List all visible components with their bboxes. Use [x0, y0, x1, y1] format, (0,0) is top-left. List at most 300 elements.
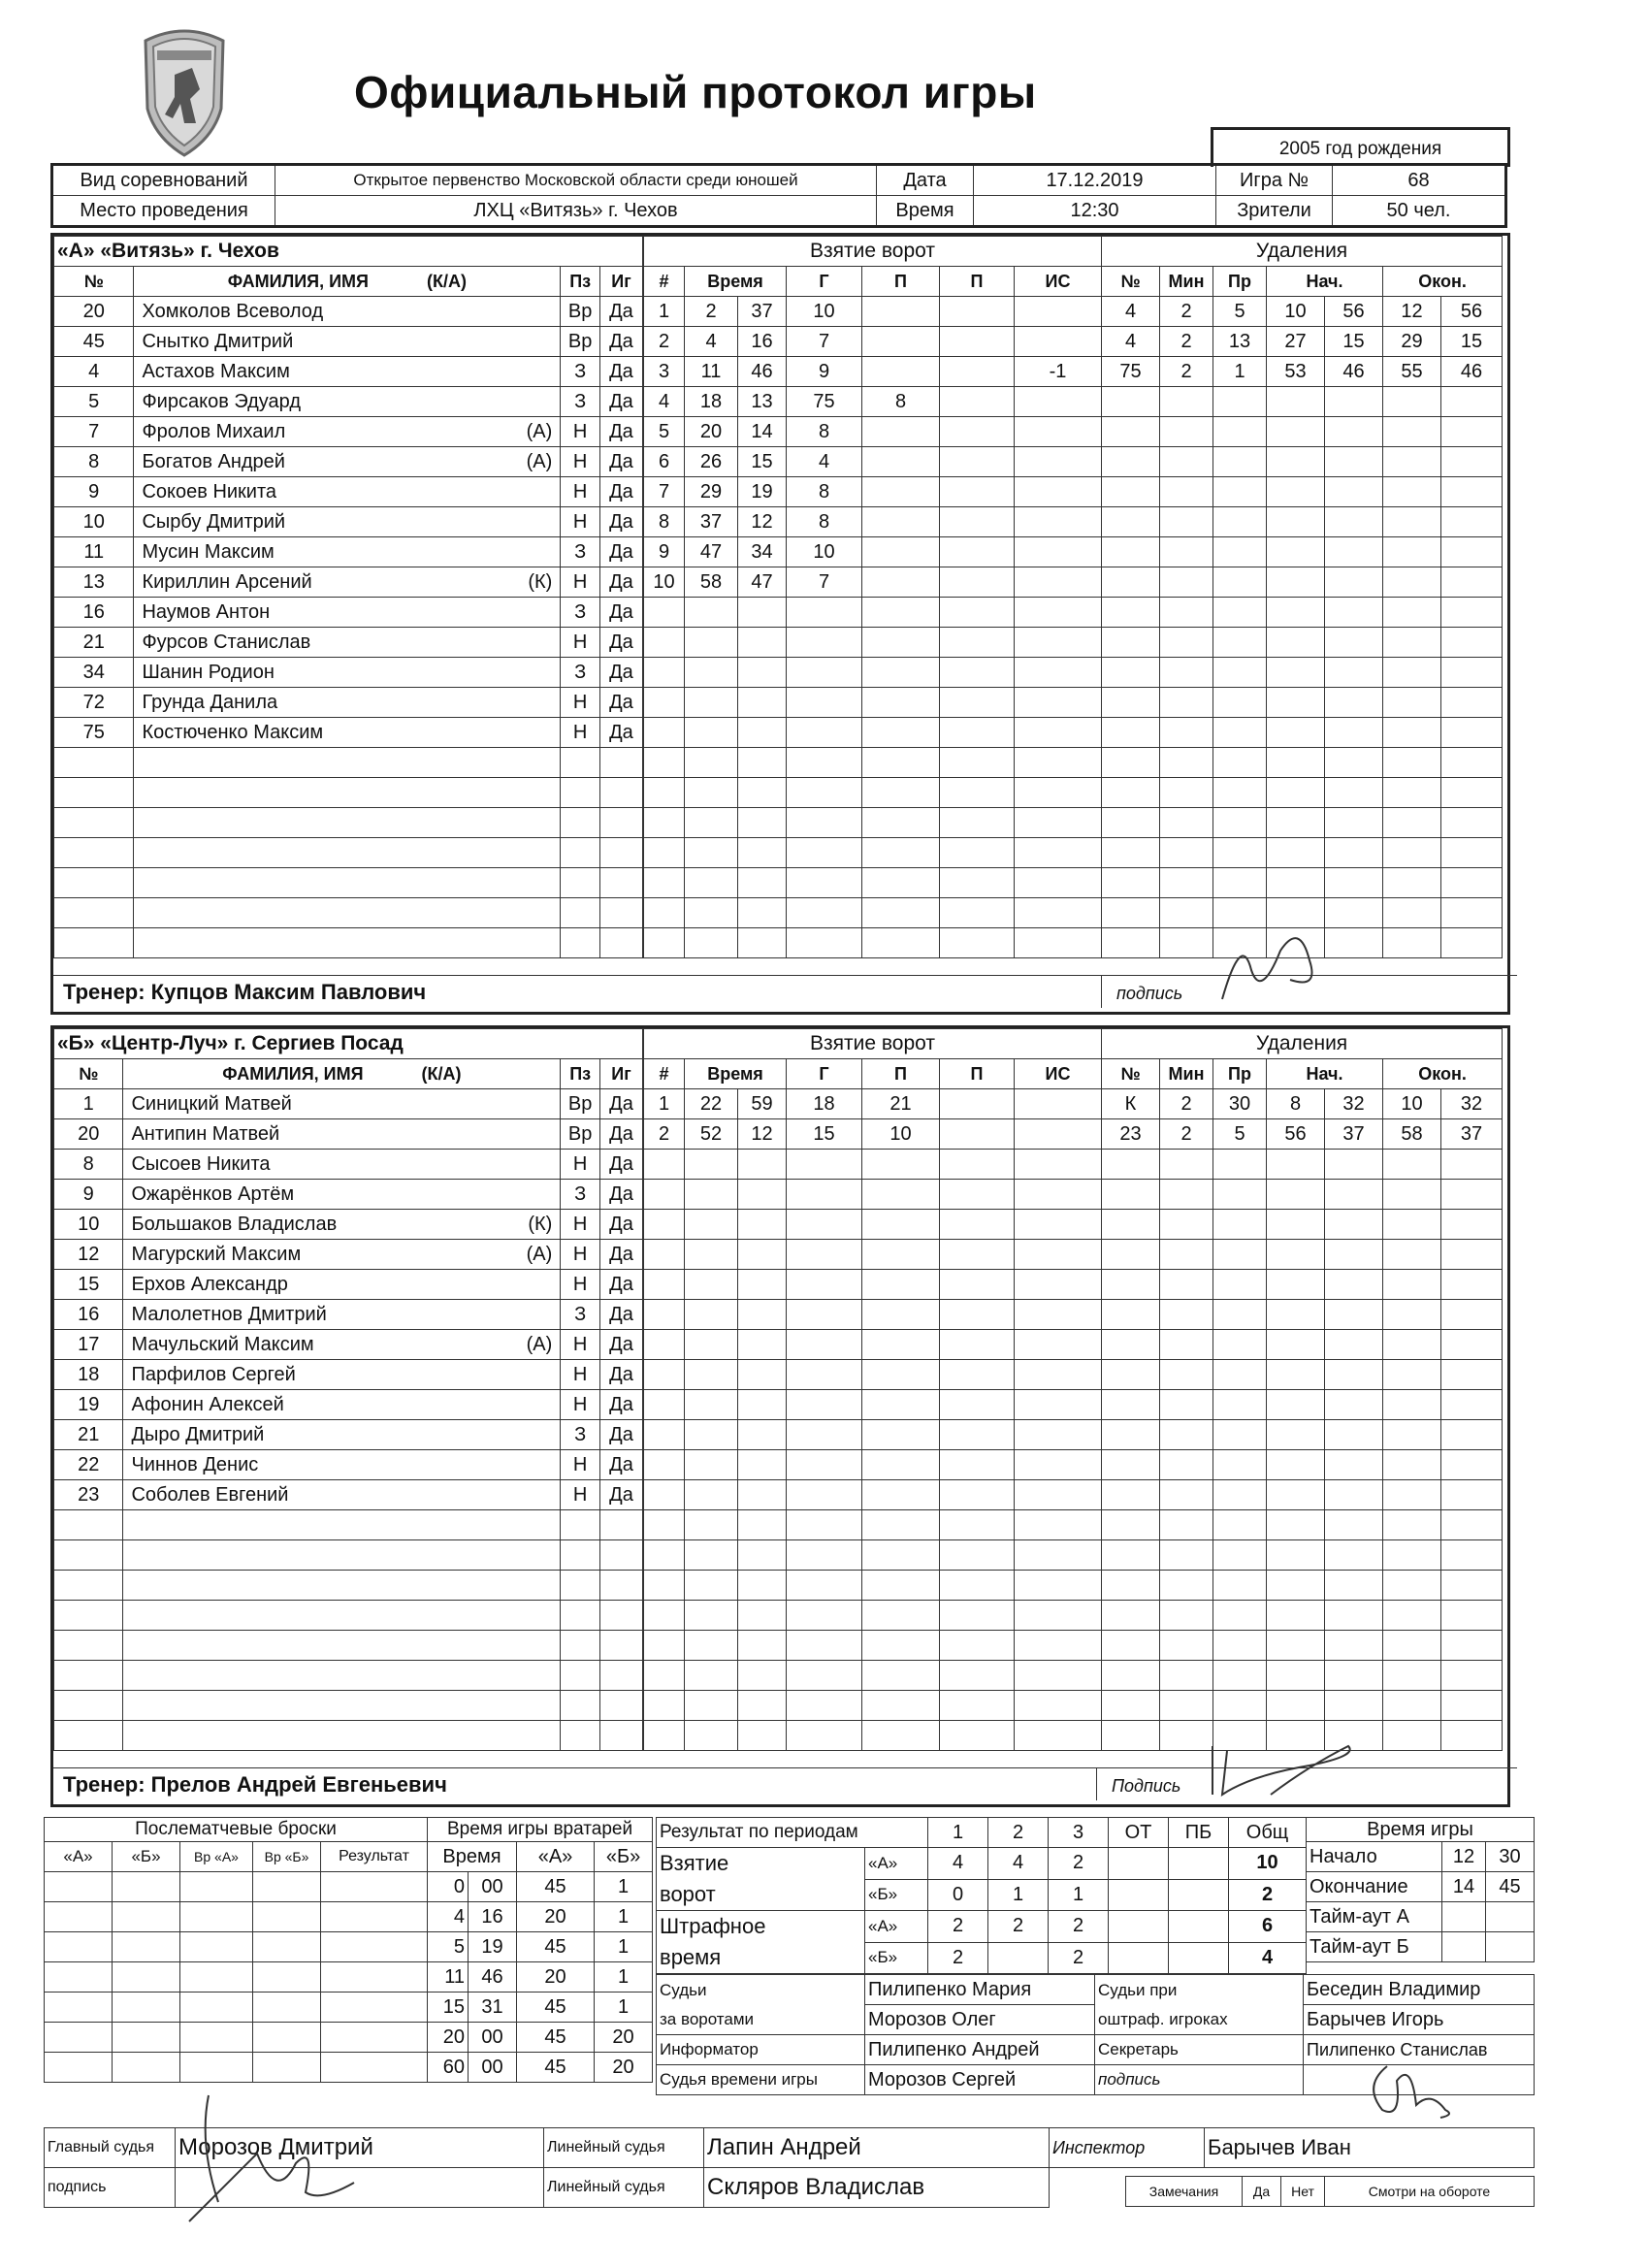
goal-scorer — [787, 1721, 862, 1751]
so-col-gk-b: Вр «Б» — [253, 1842, 321, 1872]
goal-assist-2 — [940, 1420, 1015, 1450]
pen-end-sec — [1441, 628, 1503, 658]
pen-b-ot — [1109, 1942, 1169, 1974]
shootout-cell — [321, 2023, 428, 2053]
goal-assist-1 — [862, 868, 940, 898]
goal-row — [644, 1450, 1102, 1480]
goal-assist-2 — [940, 1119, 1015, 1150]
col-pen-no: № — [1102, 1059, 1160, 1089]
goal-judges-label: Судьи за воротами — [657, 1975, 865, 2035]
pen-player — [1102, 1300, 1160, 1330]
goal-minute — [685, 1240, 738, 1270]
penalty-row — [1102, 1210, 1503, 1240]
goal-row — [644, 688, 1102, 718]
gk-minute: 60 — [428, 2053, 469, 2083]
penalty-row — [1102, 628, 1503, 658]
pen-reason — [1213, 1180, 1267, 1210]
team-a-signature-label: подпись — [1101, 975, 1517, 1008]
gk-col-time: Время — [428, 1842, 517, 1872]
pen-start-sec — [1325, 537, 1383, 567]
player-played: Да — [599, 477, 642, 507]
player-row — [54, 1721, 643, 1751]
goal-scorer: 8 — [787, 417, 862, 447]
player-position — [561, 1601, 600, 1631]
pen-start-sec — [1325, 1180, 1383, 1210]
pen-minutes — [1160, 1270, 1213, 1300]
pen-reason — [1213, 1360, 1267, 1390]
pen-reason — [1213, 1210, 1267, 1240]
player-name — [123, 1180, 561, 1210]
team-a-coach-signature — [1212, 922, 1339, 1009]
goal-minute: 29 — [685, 477, 738, 507]
player-played: Да — [599, 417, 642, 447]
pen-player — [1102, 688, 1160, 718]
team-a-roster — [53, 236, 643, 958]
goalie-time-row — [428, 1993, 653, 2023]
pen-start-min — [1267, 598, 1325, 628]
col-goal-time: Время — [685, 1059, 787, 1089]
pen-end-sec — [1441, 658, 1503, 688]
goals-b-so — [1169, 1879, 1229, 1911]
shootout-cell — [180, 2053, 253, 2083]
pen-end-sec: 46 — [1441, 357, 1503, 387]
goal-second — [738, 1631, 787, 1661]
goal-assist-2 — [940, 1360, 1015, 1390]
goal-assist-2 — [940, 1300, 1015, 1330]
goal-second: 34 — [738, 537, 787, 567]
goal-number: 5 — [644, 417, 685, 447]
informer-name: Пилипенко Андрей — [865, 2035, 1095, 2065]
periods-title: Результат по периодам — [657, 1818, 928, 1848]
goal-number — [644, 718, 685, 748]
goal-number: 9 — [644, 537, 685, 567]
goal-second — [738, 718, 787, 748]
goal-scorer — [787, 1601, 862, 1631]
pen-end-sec — [1441, 598, 1503, 628]
pen-end-sec — [1441, 928, 1503, 958]
pen-minutes: 2 — [1160, 297, 1213, 327]
pen-start-min — [1267, 808, 1325, 838]
player-name — [123, 1210, 561, 1240]
penalty-row — [1102, 1119, 1503, 1150]
player-number — [54, 1631, 123, 1661]
pen-start-min — [1267, 868, 1325, 898]
col-ig: Иг — [599, 267, 642, 297]
goal-second — [738, 658, 787, 688]
shootout-cell — [180, 1932, 253, 1962]
goalie-time-title: Время игры вратарей — [428, 1818, 653, 1842]
pen-reason: 1 — [1213, 357, 1267, 387]
goal-assist-1 — [862, 1601, 940, 1631]
player-played — [599, 1691, 642, 1721]
goal-row — [644, 1691, 1102, 1721]
player-number: 16 — [54, 1300, 123, 1330]
goal-minute: 22 — [685, 1089, 738, 1119]
goal-number — [644, 868, 685, 898]
player-number — [54, 1721, 123, 1751]
goal-row — [644, 838, 1102, 868]
pen-minutes — [1160, 1420, 1213, 1450]
gk-second: 19 — [469, 1932, 517, 1962]
end-minute: 45 — [1486, 1872, 1535, 1902]
pen-minutes — [1160, 688, 1213, 718]
gk-minute: 4 — [428, 1902, 469, 1932]
pen-a-ot — [1109, 1911, 1169, 1943]
goal-assist-1 — [862, 1150, 940, 1180]
pen-end-sec — [1441, 1210, 1503, 1240]
goal-row — [644, 297, 1102, 327]
pen-end-min — [1383, 1240, 1441, 1270]
goalie-time-row — [428, 1902, 653, 1932]
goal-scorer: 10 — [787, 297, 862, 327]
penalty-row — [1102, 417, 1503, 447]
goal-minute — [685, 868, 738, 898]
goal-minute: 37 — [685, 507, 738, 537]
pen-start-sec — [1325, 1330, 1383, 1360]
pen-reason: 30 — [1213, 1089, 1267, 1119]
pen-player — [1102, 387, 1160, 417]
col-pen-min: Мин — [1160, 267, 1213, 297]
goal-situation — [1015, 1089, 1102, 1119]
pen-start-min — [1267, 417, 1325, 447]
penalty-row — [1102, 1360, 1503, 1390]
goal-situation: -1 — [1015, 357, 1102, 387]
goal-number: 4 — [644, 387, 685, 417]
player-name — [134, 658, 561, 688]
goal-assist-1 — [862, 1210, 940, 1240]
player-name — [134, 598, 561, 628]
player-name-text: Фирсаков Эдуард — [142, 390, 301, 412]
penalty-row-label: Штрафное время — [657, 1911, 865, 1974]
goal-scorer — [787, 1390, 862, 1420]
player-number: 10 — [54, 1210, 123, 1240]
goal-scorer: 9 — [787, 357, 862, 387]
goal-minute — [685, 598, 738, 628]
goal-assist-2 — [940, 748, 1015, 778]
pen-reason — [1213, 1420, 1267, 1450]
secretary-sign-label: подпись — [1095, 2065, 1304, 2095]
player-name — [134, 567, 561, 598]
goal-minute — [685, 1180, 738, 1210]
pen-minutes: 2 — [1160, 1089, 1213, 1119]
goal-second: 14 — [738, 417, 787, 447]
player-number — [54, 898, 134, 928]
player-row — [54, 357, 643, 387]
goal-minute: 58 — [685, 567, 738, 598]
goal-row — [644, 1571, 1102, 1601]
goal-second: 12 — [738, 1119, 787, 1150]
pen-player — [1102, 628, 1160, 658]
goal-scorer — [787, 1540, 862, 1571]
goal-row — [644, 1270, 1102, 1300]
goal-minute — [685, 808, 738, 838]
team-b-signature-label: Подпись — [1096, 1767, 1517, 1800]
pen-minutes — [1160, 898, 1213, 928]
pen-start-min — [1267, 1450, 1325, 1480]
goal-row — [644, 1420, 1102, 1450]
goal-situation — [1015, 808, 1102, 838]
goal-situation — [1015, 1390, 1102, 1420]
player-number — [54, 1571, 123, 1601]
goal-minute — [685, 658, 738, 688]
goal-assist-2 — [940, 1210, 1015, 1240]
player-position — [561, 1631, 600, 1661]
goal-assist-2 — [940, 658, 1015, 688]
goal-second — [738, 1210, 787, 1240]
goal-assist-1 — [862, 507, 940, 537]
player-row — [54, 1631, 643, 1661]
player-position — [561, 1721, 600, 1751]
goal-scorer — [787, 1510, 862, 1540]
pen-minutes — [1160, 598, 1213, 628]
pen-start-min — [1267, 1360, 1325, 1390]
goal-row — [644, 507, 1102, 537]
pen-start-sec — [1325, 748, 1383, 778]
pen-end-min: 10 — [1383, 1089, 1441, 1119]
timeout-a-label: Тайм-аут А — [1307, 1902, 1442, 1932]
pen-reason — [1213, 1270, 1267, 1300]
goal-second — [738, 1330, 787, 1360]
remarks-yes[interactable]: Да — [1243, 2177, 1281, 2207]
shootout-cell — [321, 1872, 428, 1902]
gk-team-a: 45 — [517, 1993, 595, 2023]
player-name — [123, 1721, 561, 1751]
player-role: (А) — [526, 450, 553, 472]
goal-minute — [685, 778, 738, 808]
pen-end-min — [1383, 1510, 1441, 1540]
player-played: Да — [599, 357, 642, 387]
goal-minute — [685, 1360, 738, 1390]
goal-scorer — [787, 1420, 862, 1450]
goal-assist-2 — [940, 898, 1015, 928]
goal-assist-1 — [862, 537, 940, 567]
goal-situation — [1015, 1540, 1102, 1571]
team-b-coach: Тренер: Прелов Андрей Евгеньевич — [53, 1767, 1106, 1800]
col-assist-1: П — [862, 267, 940, 297]
pen-minutes — [1160, 718, 1213, 748]
period-col-3: 3 — [1049, 1818, 1109, 1848]
goal-situation — [1015, 1450, 1102, 1480]
goal-situation — [1015, 688, 1102, 718]
goal-assist-2 — [940, 297, 1015, 327]
player-name-text: Антипин Матвей — [131, 1122, 280, 1145]
gk-minute: 0 — [428, 1872, 469, 1902]
shootout-row — [45, 1932, 428, 1962]
player-name — [123, 1360, 561, 1390]
team-b-penalties — [1101, 1028, 1503, 1751]
goal-row — [644, 357, 1102, 387]
col-assist-1: П — [862, 1059, 940, 1089]
player-played — [599, 838, 642, 868]
pen-end-sec — [1441, 537, 1503, 567]
secretary-signature — [1358, 2052, 1465, 2124]
goal-situation — [1015, 327, 1102, 357]
goal-scorer: 15 — [787, 1119, 862, 1150]
goal-number — [644, 1300, 685, 1330]
main-referee-signature — [150, 2086, 364, 2231]
goal-second — [738, 868, 787, 898]
pen-start-sec — [1325, 447, 1383, 477]
goal-assist-2 — [940, 1601, 1015, 1631]
goal-minute — [685, 1571, 738, 1601]
shootout-row — [45, 2023, 428, 2053]
pen-reason — [1213, 387, 1267, 417]
player-position: Н — [561, 477, 600, 507]
gk-second: 46 — [469, 1962, 517, 1993]
goals-b-p1: 0 — [928, 1879, 988, 1911]
linesman-2-name: Скляров Владислав — [704, 2168, 1050, 2208]
pen-start-sec — [1325, 1240, 1383, 1270]
pen-end-min — [1383, 928, 1441, 958]
pen-end-sec — [1441, 1390, 1503, 1420]
player-number: 19 — [54, 1390, 123, 1420]
player-number — [54, 778, 134, 808]
so-col-gk-a: Вр «А» — [180, 1842, 253, 1872]
goal-number — [644, 808, 685, 838]
goal-minute — [685, 1691, 738, 1721]
pen-player — [1102, 808, 1160, 838]
remarks-no[interactable]: Нет — [1281, 2177, 1325, 2207]
pen-start-min: 10 — [1267, 297, 1325, 327]
pen-start-min — [1267, 387, 1325, 417]
shootout-cell — [113, 1872, 180, 1902]
shootout-table — [44, 1817, 428, 2083]
shootout-cell — [321, 1962, 428, 1993]
goal-second — [738, 1390, 787, 1420]
team-a-penalties — [1101, 236, 1503, 958]
player-position: З — [561, 658, 600, 688]
pen-player — [1102, 1420, 1160, 1450]
gk-minute: 11 — [428, 1962, 469, 1993]
player-row — [54, 417, 643, 447]
player-name — [134, 838, 561, 868]
col-pen-end: Окон. — [1383, 1059, 1503, 1089]
goal-row — [644, 748, 1102, 778]
player-row — [54, 1390, 643, 1420]
see-reverse-label: Смотри на обороте — [1325, 2177, 1535, 2207]
player-number: 23 — [54, 1480, 123, 1510]
goal-number — [644, 1150, 685, 1180]
player-name-text: Соболев Евгений — [131, 1483, 289, 1506]
player-played: Да — [599, 598, 642, 628]
goal-situation — [1015, 537, 1102, 567]
pen-end-min — [1383, 1330, 1441, 1360]
main-referee-name: Морозов Дмитрий — [176, 2128, 544, 2168]
player-name — [123, 1240, 561, 1270]
pen-minutes — [1160, 628, 1213, 658]
pen-reason — [1213, 628, 1267, 658]
goal-number: 3 — [644, 357, 685, 387]
gk-second: 16 — [469, 1902, 517, 1932]
goal-scorer — [787, 778, 862, 808]
shootout-cell — [180, 2023, 253, 2053]
pen-start-min — [1267, 1240, 1325, 1270]
goal-scorer — [787, 868, 862, 898]
goals-b-total: 2 — [1229, 1879, 1307, 1911]
goal-assist-1 — [862, 477, 940, 507]
goal-scorer — [787, 1360, 862, 1390]
pen-start-sec — [1325, 778, 1383, 808]
player-played: Да — [599, 1450, 642, 1480]
goal-minute — [685, 1510, 738, 1540]
remarks-table — [1125, 2176, 1535, 2207]
player-name — [134, 868, 561, 898]
player-row — [54, 1180, 643, 1210]
goal-scorer: 7 — [787, 327, 862, 357]
player-row — [54, 447, 643, 477]
goal-assist-2 — [940, 838, 1015, 868]
goal-second: 19 — [738, 477, 787, 507]
goal-assist-1 — [862, 447, 940, 477]
player-row — [54, 598, 643, 628]
pen-reason — [1213, 477, 1267, 507]
player-position: Н — [561, 1390, 600, 1420]
goal-assist-1 — [862, 1270, 940, 1300]
goal-second — [738, 1420, 787, 1450]
pen-start-sec — [1325, 1270, 1383, 1300]
pen-end-sec — [1441, 1450, 1503, 1480]
goal-row — [644, 808, 1102, 838]
goal-assist-1: 10 — [862, 1119, 940, 1150]
pen-start-min — [1267, 1661, 1325, 1691]
player-name — [134, 297, 561, 327]
player-row — [54, 1601, 643, 1631]
pen-end-min — [1383, 1270, 1441, 1300]
goal-scorer — [787, 658, 862, 688]
goal-number — [644, 1270, 685, 1300]
pen-start-min — [1267, 1180, 1325, 1210]
goal-scorer — [787, 928, 862, 958]
gk-team-a: 45 — [517, 2023, 595, 2053]
player-name — [123, 1089, 561, 1119]
col-pen-reason: Пр — [1213, 1059, 1267, 1089]
col-assist-2: П — [940, 1059, 1015, 1089]
player-name — [134, 417, 561, 447]
goal-assist-2 — [940, 628, 1015, 658]
player-name-text: Ожарёнков Артём — [131, 1183, 295, 1205]
pen-minutes — [1160, 1300, 1213, 1330]
pen-player: 4 — [1102, 327, 1160, 357]
player-row — [54, 1300, 643, 1330]
shootout-cell — [253, 1902, 321, 1932]
goal-situation — [1015, 477, 1102, 507]
pen-end-min: 55 — [1383, 357, 1441, 387]
pen-player — [1102, 1330, 1160, 1360]
player-number: 20 — [54, 297, 134, 327]
pen-end-min: 58 — [1383, 1119, 1441, 1150]
inspector-table — [1049, 2127, 1535, 2168]
goal-scorer — [787, 598, 862, 628]
player-row — [54, 688, 643, 718]
player-row — [54, 1119, 643, 1150]
pen-end-sec — [1441, 1150, 1503, 1180]
player-row — [54, 1691, 643, 1721]
player-name-text: Наумов Антон — [142, 600, 271, 623]
goal-scorer — [787, 1300, 862, 1330]
penalty-row — [1102, 1450, 1503, 1480]
penalty-row — [1102, 1330, 1503, 1360]
pen-start-min — [1267, 658, 1325, 688]
player-row — [54, 1210, 643, 1240]
goalie-time-table — [427, 1817, 653, 2083]
player-position: Н — [561, 1450, 600, 1480]
goal-situation — [1015, 507, 1102, 537]
goal-assist-2 — [940, 1631, 1015, 1661]
team-b-goals — [643, 1028, 1102, 1751]
goal-situation — [1015, 1270, 1102, 1300]
pen-reason — [1213, 1661, 1267, 1691]
pen-player — [1102, 778, 1160, 808]
